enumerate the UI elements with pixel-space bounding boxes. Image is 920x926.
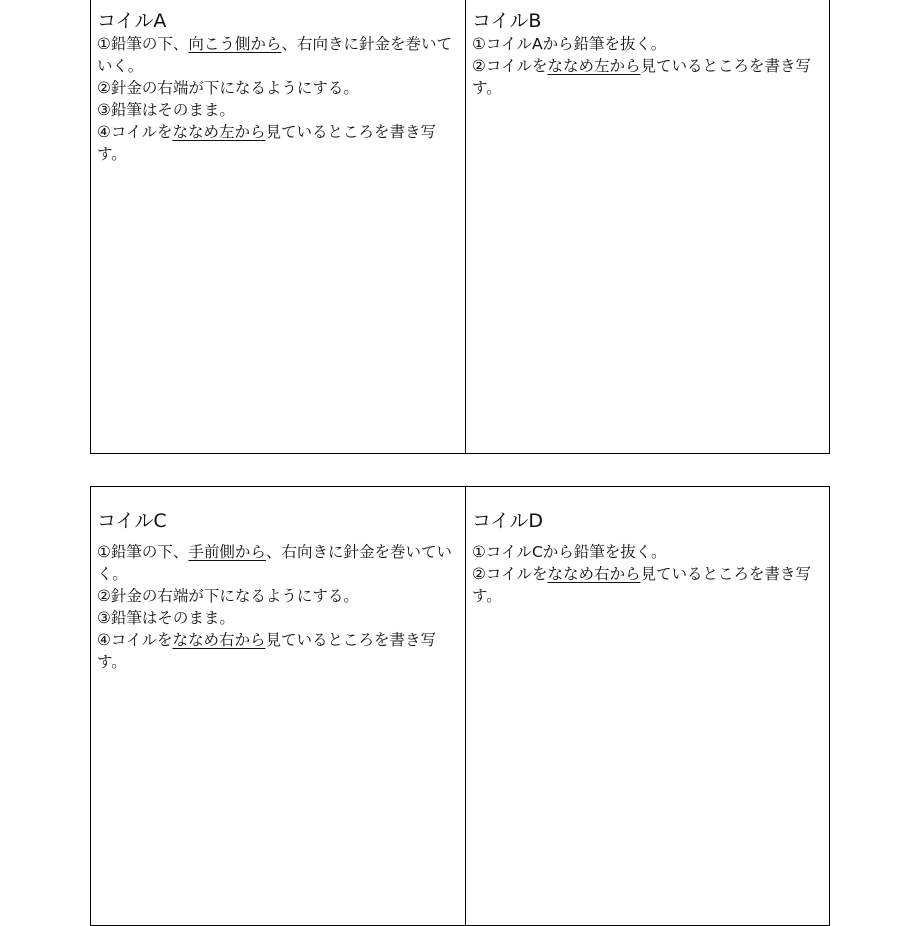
step-emphasis: ななめ左から bbox=[547, 57, 641, 75]
step-number: ③ bbox=[97, 101, 111, 119]
step-text: 、右向きに針金を巻いていく。 bbox=[97, 35, 452, 75]
step-text: コイルを bbox=[485, 57, 548, 75]
coil-b-steps bbox=[472, 33, 823, 99]
step-number: ① bbox=[97, 543, 111, 561]
step-number: ② bbox=[97, 79, 111, 97]
instruction-step bbox=[472, 541, 823, 563]
instruction-step bbox=[97, 99, 459, 121]
instruction-step bbox=[97, 77, 459, 99]
step-number: ② bbox=[97, 587, 111, 605]
step-text: 鉛筆はそのまま。 bbox=[110, 609, 235, 627]
instruction-step bbox=[97, 585, 459, 607]
step-text: コイルCから鉛筆を抜く。 bbox=[485, 543, 667, 561]
step-text: 見ているところを書き写す。 bbox=[97, 631, 436, 671]
step-number: ① bbox=[97, 35, 111, 53]
step-emphasis: 手前側から bbox=[188, 543, 266, 561]
instruction-step bbox=[472, 55, 823, 99]
instruction-step bbox=[97, 607, 459, 629]
instruction-step bbox=[97, 629, 459, 673]
step-text: 見ているところを書き写す。 bbox=[97, 123, 436, 163]
coil-c-cell bbox=[91, 487, 466, 925]
step-number: ① bbox=[472, 35, 486, 53]
step-text: 鉛筆の下、 bbox=[110, 543, 189, 561]
coil-a-cell bbox=[91, 0, 466, 453]
instruction-step bbox=[97, 33, 459, 77]
coil-c-steps bbox=[97, 541, 459, 673]
instruction-step bbox=[472, 563, 823, 607]
coil-a-title: コイルA bbox=[97, 10, 167, 32]
step-text: 針金の右端が下になるようにする。 bbox=[110, 587, 359, 605]
step-emphasis: 向こう側から bbox=[188, 35, 282, 53]
step-number: ③ bbox=[97, 609, 111, 627]
step-emphasis: ななめ左から bbox=[172, 123, 266, 141]
coil-a-steps bbox=[97, 33, 459, 165]
instruction-step bbox=[472, 33, 823, 55]
step-emphasis: ななめ右から bbox=[172, 631, 266, 649]
step-number: ④ bbox=[97, 123, 111, 141]
coil-b-cell bbox=[466, 0, 829, 453]
coil-b-title: コイルB bbox=[472, 10, 542, 32]
step-text: 見ているところを書き写す。 bbox=[472, 565, 811, 605]
step-number: ① bbox=[472, 543, 486, 561]
step-text: コイルAから鉛筆を抜く。 bbox=[485, 35, 667, 53]
step-text: 、右向きに針金を巻いていく。 bbox=[97, 543, 452, 583]
step-emphasis: ななめ右から bbox=[547, 565, 641, 583]
step-number: ② bbox=[472, 565, 486, 583]
step-text: 鉛筆はそのまま。 bbox=[110, 101, 235, 119]
step-number: ④ bbox=[97, 631, 111, 649]
coil-d-steps bbox=[472, 541, 823, 607]
step-text: コイルを bbox=[110, 123, 173, 141]
step-text: コイルを bbox=[110, 631, 173, 649]
instruction-step bbox=[97, 121, 459, 165]
coil-d-title: コイルD bbox=[472, 510, 544, 532]
coil-c-title: コイルC bbox=[97, 510, 167, 532]
step-text: 鉛筆の下、 bbox=[110, 35, 189, 53]
coil-d-cell bbox=[466, 487, 829, 925]
instruction-step bbox=[97, 541, 459, 585]
step-text: 見ているところを書き写す。 bbox=[472, 57, 811, 97]
step-text: コイルを bbox=[485, 565, 548, 583]
worksheet-panel-bottom bbox=[90, 486, 830, 926]
step-text: 針金の右端が下になるようにする。 bbox=[110, 79, 359, 97]
worksheet-panel-top bbox=[90, 0, 830, 454]
step-number: ② bbox=[472, 57, 486, 75]
